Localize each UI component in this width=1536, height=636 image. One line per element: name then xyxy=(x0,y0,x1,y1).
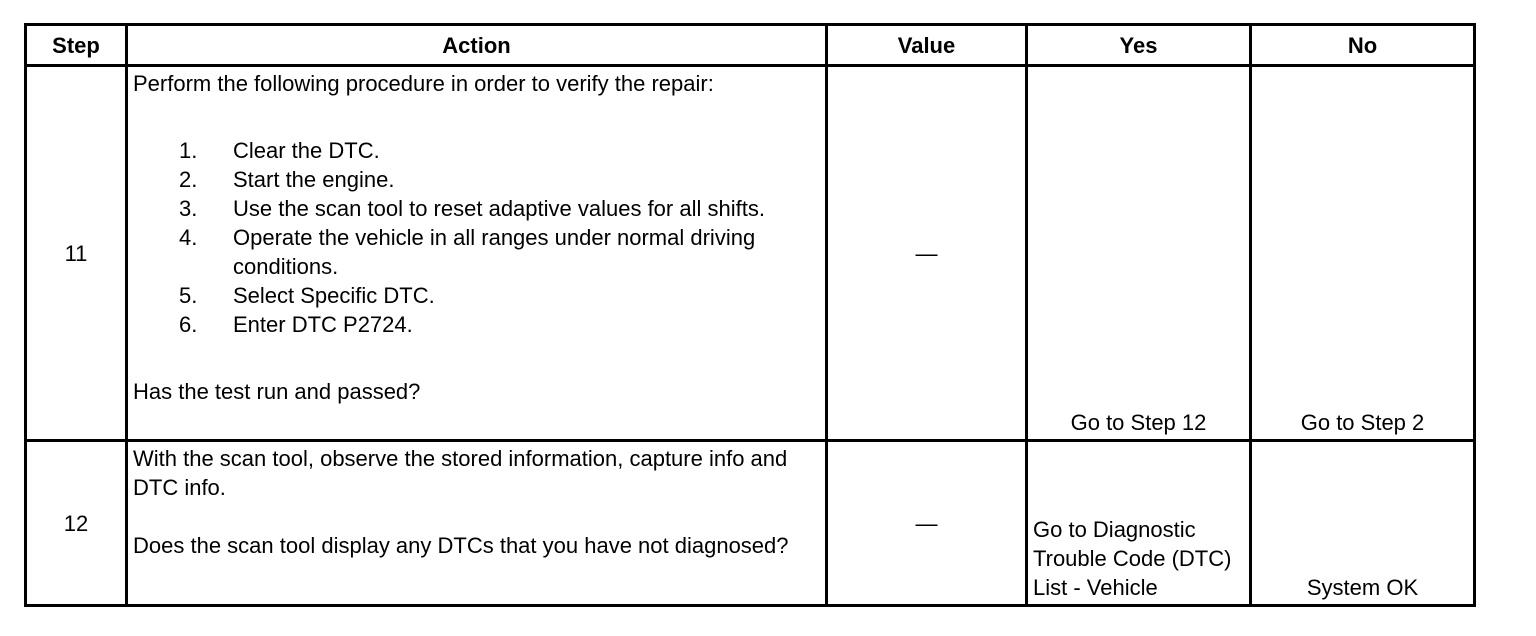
list-item-text: Start the engine. xyxy=(233,167,395,192)
list-item-text: Operate the vehicle in all ranges under normal driving conditions. xyxy=(233,225,756,279)
step-number: 11 xyxy=(26,66,127,441)
table-row-step-12 xyxy=(26,441,1475,606)
list-item xyxy=(133,223,819,281)
action-cell xyxy=(127,66,827,441)
list-item-number: 5. xyxy=(179,283,198,308)
action-question: Does the scan tool display any DTCs that you have not diagnosed? xyxy=(133,533,789,558)
action-cell xyxy=(127,441,827,606)
header-value: Value xyxy=(827,25,1027,66)
header-no: No xyxy=(1251,25,1475,66)
list-item xyxy=(133,310,819,339)
no-cell: Go to Step 2 xyxy=(1251,66,1475,441)
list-item-number: 2. xyxy=(179,167,198,192)
header-yes: Yes xyxy=(1027,25,1251,66)
step-number: 12 xyxy=(26,441,127,606)
list-item-number: 1. xyxy=(179,138,198,163)
list-item xyxy=(133,165,819,194)
list-item-text: Enter DTC P2724. xyxy=(233,312,413,337)
list-item xyxy=(133,194,819,223)
action-intro: Perform the following procedure in order to verify the repair: xyxy=(133,71,714,96)
diagnostic-table xyxy=(24,23,1476,607)
list-item-text: Select Specific DTC. xyxy=(233,283,435,308)
action-intro: With the scan tool, observe the stored information, capture info and DTC info. xyxy=(133,446,788,500)
list-item-number: 6. xyxy=(179,312,198,337)
header-action: Action xyxy=(127,25,827,66)
value-cell: — xyxy=(827,441,1027,606)
value-cell: — xyxy=(827,66,1027,441)
table-row-step-11 xyxy=(26,66,1475,441)
procedure-list xyxy=(133,136,819,339)
list-item-text: Clear the DTC. xyxy=(233,138,380,163)
list-item-text: Use the scan tool to reset adaptive values for all shifts. xyxy=(233,196,765,221)
header-row xyxy=(26,25,1475,66)
list-item-number: 3. xyxy=(179,196,198,221)
action-question: Has the test run and passed? xyxy=(133,379,421,404)
no-cell: System OK xyxy=(1251,441,1475,606)
yes-cell: Go to Step 12 xyxy=(1027,66,1251,441)
header-step: Step xyxy=(26,25,127,66)
list-item-number: 4. xyxy=(179,225,198,250)
list-item xyxy=(133,281,819,310)
list-item xyxy=(133,136,819,165)
yes-cell: Go to Diagnostic Trouble Code (DTC) List - Vehicle xyxy=(1027,441,1251,606)
